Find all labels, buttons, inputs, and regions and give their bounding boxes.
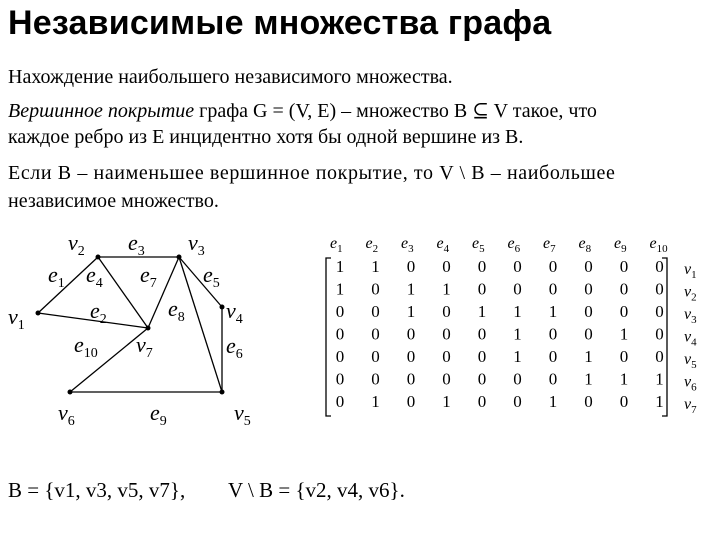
matrix-col-header-e2: $e_2$ <box>365 235 379 255</box>
formula-independent-set <box>228 478 405 503</box>
matrix-cell: 0 <box>584 324 593 344</box>
matrix-cell: 0 <box>477 324 487 344</box>
matrix-col-header-e9: $e_9$ <box>614 235 627 255</box>
matrix-column-headers <box>330 235 668 255</box>
label-e2: $e_2$ <box>90 298 107 327</box>
matrix-cell: 0 <box>371 347 380 366</box>
matrix-cell: 1 <box>548 392 558 411</box>
matrix-cell: 1 <box>619 324 629 344</box>
matrix-col-header-e5: $e_5$ <box>472 235 485 255</box>
matrix-cell: 0 <box>477 257 487 276</box>
label-e9: $e_9$ <box>150 400 167 429</box>
matrix-cell: 0 <box>477 392 487 411</box>
matrix-cell: 0 <box>655 302 664 321</box>
matrix-cell: 1 <box>513 347 522 366</box>
label-e10: $e_{10}$ <box>74 332 98 361</box>
matrix-cell: 1 <box>584 347 593 366</box>
matrix-cell: 0 <box>655 347 664 366</box>
matrix-cell: 1 <box>477 302 487 321</box>
vertex-v6 <box>68 390 73 395</box>
matrix-cell: 0 <box>619 347 629 366</box>
matrix-cell: 0 <box>548 279 558 299</box>
page-title: Независимые множества графа <box>8 4 552 42</box>
matrix-row-label-v4: $v_4$ <box>684 328 697 349</box>
label-v2: $v_2$ <box>68 230 85 259</box>
matrix-row-label-v5: $v_5$ <box>684 351 697 371</box>
matrix-cell: 0 <box>548 257 558 276</box>
term-vertex-cover: Вершинное покрытие <box>8 100 195 122</box>
label-e3: $e_3$ <box>128 230 145 259</box>
matrix-cell: 0 <box>513 392 522 411</box>
matrix-cell: 0 <box>548 369 558 389</box>
label-v3: $v_3$ <box>188 230 205 259</box>
matrix-cell: 1 <box>513 302 522 321</box>
matrix-col-header-e1: $e_1$ <box>330 235 343 255</box>
matrix-cell: 0 <box>584 392 593 411</box>
matrix-row-label-v2: $v_2$ <box>684 283 697 304</box>
vertex-v7 <box>146 326 151 331</box>
matrix-cell: 1 <box>513 324 522 344</box>
matrix-cell: 1 <box>406 279 416 299</box>
text-line-5: независимое множество. <box>8 190 219 212</box>
matrix-cell: 0 <box>442 302 451 321</box>
vertex-v1 <box>36 311 41 316</box>
matrix-col-header-e3: $e_3$ <box>401 235 414 255</box>
matrix-cell: 0 <box>335 392 345 411</box>
label-e6: $e_6$ <box>226 333 243 362</box>
matrix-cell: 0 <box>584 302 593 321</box>
matrix-cell: 0 <box>406 369 416 389</box>
vertex-v3 <box>177 255 182 260</box>
matrix-cell: 0 <box>371 279 380 299</box>
text-line-1: Нахождение наибольшего независимого множества. <box>8 66 453 88</box>
matrix-col-header-e8: $e_8$ <box>578 235 592 255</box>
formula-independent-text: V \ B = {v2, v4, v6}. <box>228 478 405 502</box>
matrix-cell: 0 <box>584 257 593 276</box>
matrix-cell: 1 <box>548 302 558 321</box>
label-v6: $v_6$ <box>58 400 75 429</box>
matrix-cell: 0 <box>619 302 629 321</box>
matrix-cell: 0 <box>584 279 593 299</box>
matrix-row-label-v1: $v_1$ <box>684 261 697 281</box>
matrix-cell: 1 <box>371 392 380 411</box>
matrix-cell: 0 <box>406 257 416 276</box>
matrix-row-label-v6: $v_6$ <box>684 373 697 394</box>
matrix-cell: 0 <box>513 257 522 276</box>
graph-edges <box>38 257 222 392</box>
matrix-values <box>336 257 664 411</box>
matrix-cell: 0 <box>406 324 416 344</box>
matrix-row-label-v7: $v_7$ <box>684 396 697 416</box>
matrix-cell: 0 <box>477 369 487 389</box>
matrix-cell: 0 <box>442 369 451 389</box>
label-e1: $e_1$ <box>48 262 65 291</box>
matrix-cell: 1 <box>655 392 664 411</box>
matrix-cell: 0 <box>371 324 380 344</box>
label-v4: $v_4$ <box>226 298 243 327</box>
matrix-cell: 0 <box>406 392 416 411</box>
matrix-cell: 0 <box>371 302 380 321</box>
matrix-cell: 0 <box>513 279 522 299</box>
matrix-cell: 1 <box>406 302 416 321</box>
matrix-cell: 0 <box>655 257 664 276</box>
label-e7: $e_7$ <box>140 262 157 291</box>
matrix-cell: 1 <box>655 369 664 389</box>
label-v1: $v_1$ <box>8 304 25 333</box>
matrix-cell: 0 <box>619 392 629 411</box>
matrix-cell: 0 <box>477 279 487 299</box>
label-v5: $v_5$ <box>234 400 251 429</box>
matrix-cell: 0 <box>548 347 558 366</box>
label-e8: $e_8$ <box>168 296 185 325</box>
label-e4: $e_4$ <box>86 262 103 291</box>
vertex-v2 <box>96 255 101 260</box>
matrix-cell: 0 <box>335 324 345 344</box>
matrix-col-header-e6: $e_6$ <box>507 235 521 255</box>
matrix-row-label-v3: $v_3$ <box>684 306 697 326</box>
matrix-cell: 0 <box>442 257 451 276</box>
matrix-row-labels <box>684 261 697 416</box>
matrix-cell: 0 <box>335 347 345 366</box>
matrix-cell: 0 <box>335 369 345 389</box>
vertex-v5 <box>220 390 225 395</box>
graph-labels <box>8 230 251 429</box>
matrix-cell: 0 <box>619 257 629 276</box>
label-e5: $e_5$ <box>203 262 220 291</box>
matrix-col-header-e4: $e_4$ <box>436 235 450 255</box>
formula-cover <box>8 478 185 503</box>
label-v7: $v_7$ <box>136 332 153 361</box>
matrix-cell: 1 <box>442 279 451 299</box>
matrix-cell: 0 <box>655 324 664 344</box>
matrix-col-header-e10: $e_{10}$ <box>649 235 668 255</box>
incidence-matrix <box>326 235 697 416</box>
matrix-cell: 0 <box>477 347 487 366</box>
matrix-cell: 0 <box>406 347 416 366</box>
matrix-cell: 0 <box>371 369 380 389</box>
matrix-cell: 1 <box>335 279 345 299</box>
matrix-cell: 0 <box>513 369 522 389</box>
matrix-cell: 0 <box>655 279 664 299</box>
matrix-cell: 0 <box>548 324 558 344</box>
matrix-cell: 0 <box>335 302 345 321</box>
matrix-col-header-e7: $e_7$ <box>543 235 556 255</box>
matrix-cell: 1 <box>584 369 593 389</box>
formula-cover-text: B = {v1, v3, v5, v7}, <box>8 478 186 502</box>
matrix-cell: 1 <box>335 257 345 276</box>
matrix-cell: 0 <box>442 347 451 366</box>
text-line-3: каждое ребро из E инцидентно хотя бы одной вершине из B. <box>8 126 524 148</box>
matrix-cell: 1 <box>619 369 629 389</box>
definition-text: графа G = (V, E) – множество B ⊆ V такое, что <box>194 100 597 122</box>
matrix-cell: 1 <box>371 257 380 276</box>
matrix-left-bracket <box>326 258 331 416</box>
vertex-v4 <box>220 305 225 310</box>
matrix-cell: 0 <box>619 279 629 299</box>
matrix-cell: 0 <box>442 324 451 344</box>
matrix-cell: 1 <box>442 392 451 411</box>
text-line-4: Если B – наименьшее вершинное покрытие, то V \ B – наибольшее <box>8 162 616 184</box>
